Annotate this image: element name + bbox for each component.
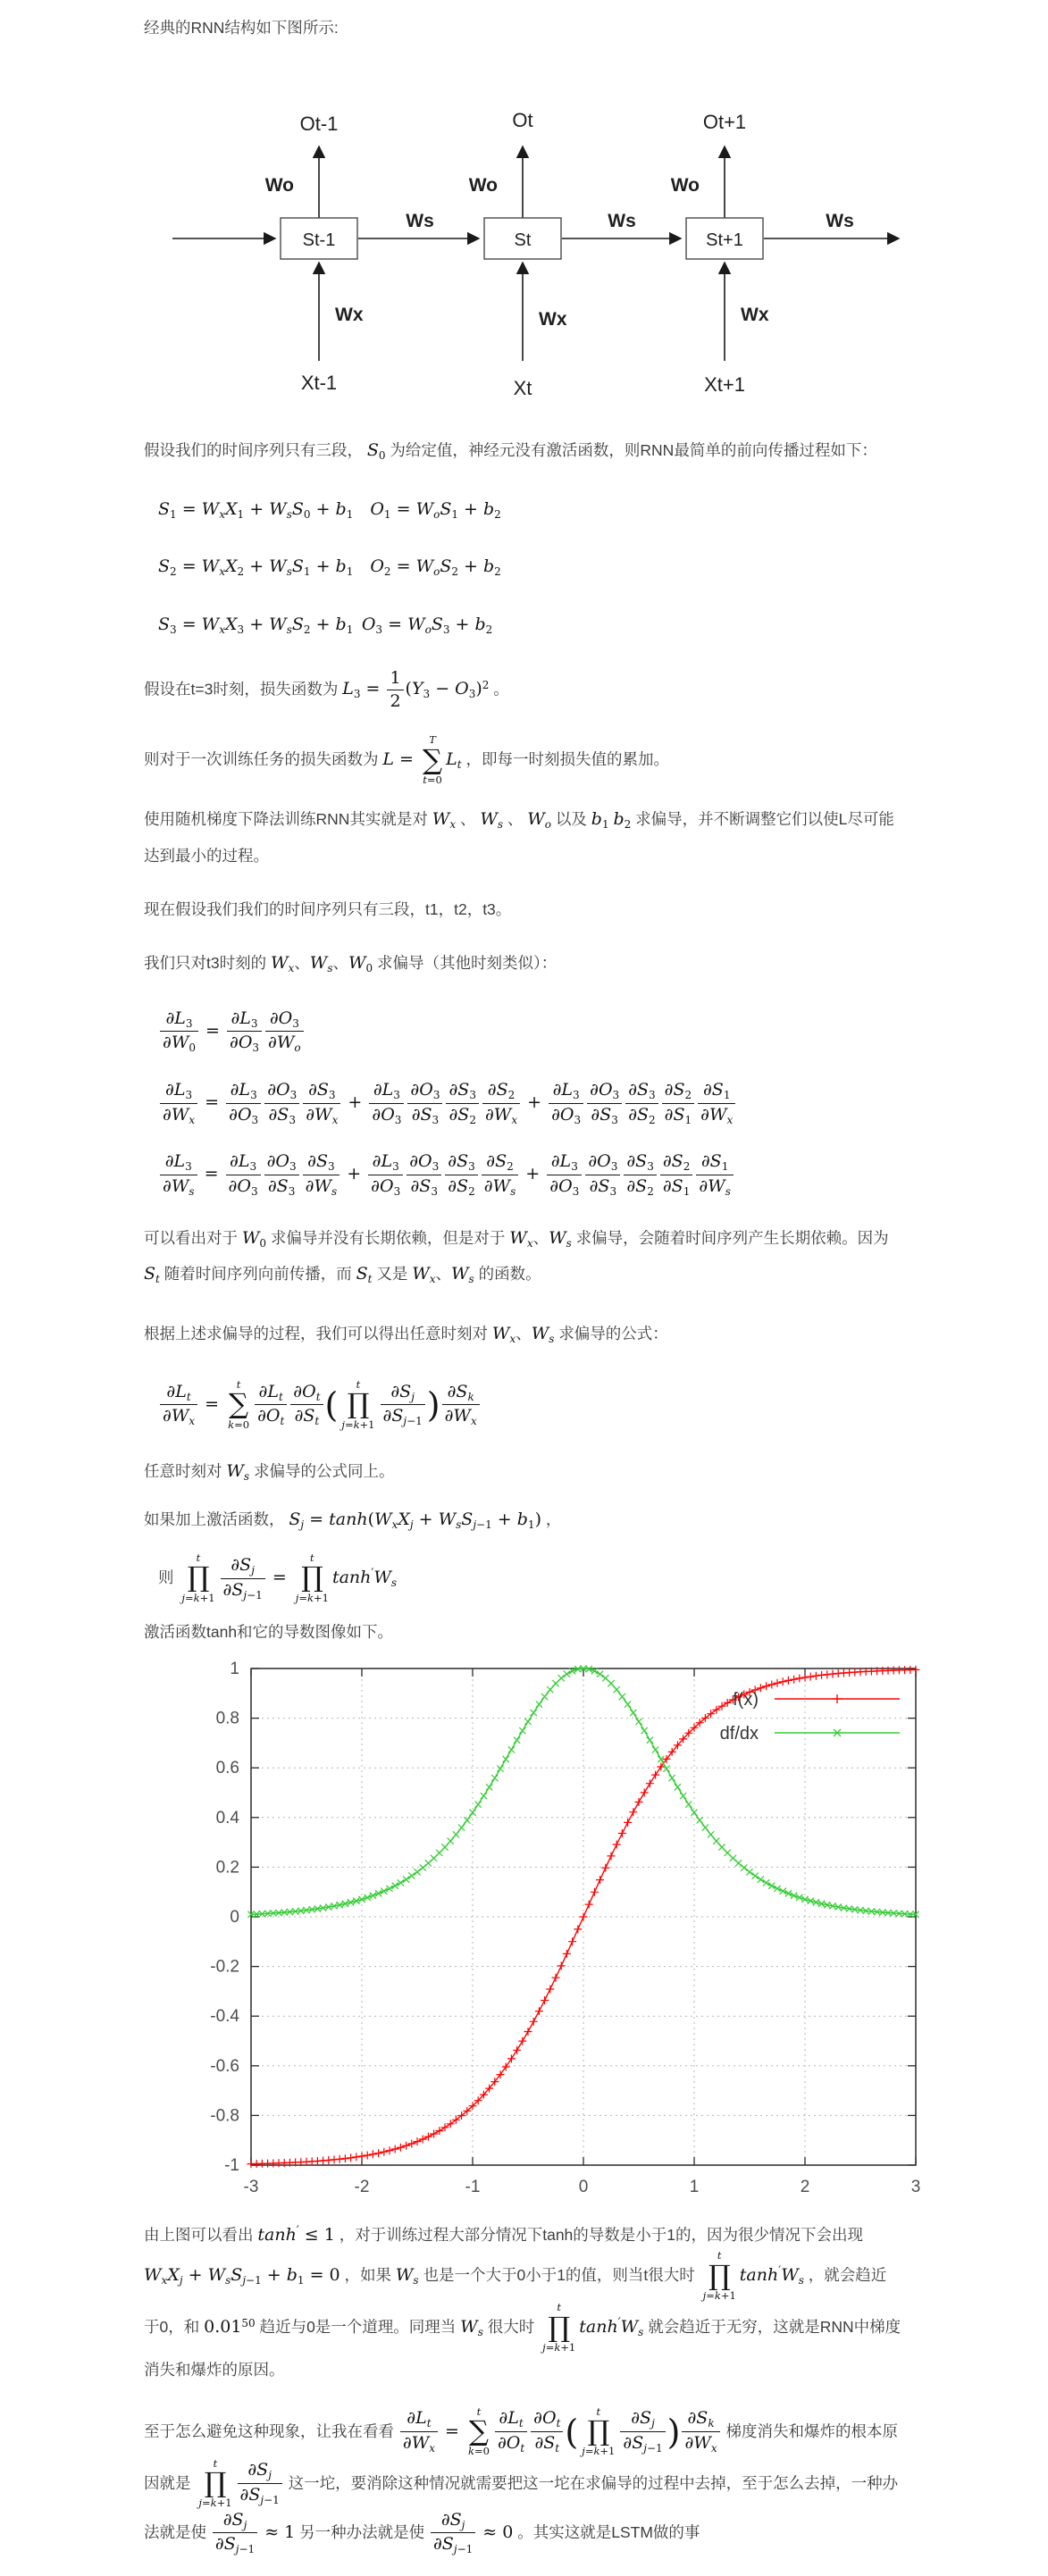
y-tick-label: 0.8: [215, 1709, 239, 1728]
inline-math: $W_s$: [395, 2265, 419, 2287]
formula-block: [144, 1379, 901, 1431]
inline-math: 0.01$^{50}$: [204, 2317, 256, 2338]
legend: [720, 1690, 900, 1744]
paragraph: [144, 734, 901, 786]
x-tick-label: 3: [910, 2178, 921, 2196]
output-label: Ot-1: [299, 113, 339, 135]
paragraph: [144, 1318, 901, 1354]
x-tick-label: 2: [800, 2178, 810, 2196]
inline-math: $W_xX_j + W_sS_{j-1} + b_1 = 0$: [144, 2265, 340, 2287]
input-label: Xt+1: [704, 373, 745, 396]
y-tick-label: 0.2: [215, 1858, 239, 1878]
text-run: 激活函数tanh和它的导数图像如下。: [144, 1623, 394, 1642]
text-run: 就会趋近于无穷，这就是RNN中梯度消失和爆炸的原因。: [144, 2318, 901, 2379]
inline-math: $b_2$: [613, 809, 632, 832]
text-run: 如果加上激活函数，: [144, 1510, 289, 1529]
text-run: 我们只对t3时刻的: [144, 953, 271, 972]
y-tick-label: 1: [230, 1660, 239, 1679]
y-tick-label: 0: [230, 1908, 239, 1928]
text-run: 、: [332, 953, 348, 972]
text-run: 根据上述求偏导的过程，我们可以得出任意时刻对: [144, 1324, 492, 1342]
inline-math: L = T ∑ t=0 $L_t$: [382, 733, 462, 787]
text-run: 由上图可以看出: [144, 2226, 258, 2245]
inline-math: tanh′ ≤ 1: [257, 2224, 335, 2246]
text-run: 这一坨，要消除这种情况就需要把这一坨在求偏导的过程中去掉，至于怎么去掉，一种办法就是使: [144, 2473, 899, 2541]
inline-math: $W_x$: [270, 952, 295, 974]
text-run: 可以看出对于: [144, 1229, 242, 1248]
inline-math: t ∏ j=k+1 $\frac{\partial S_j}{\partial S_{j-1}}$ = t ∏ j=k+1 $\tanh'W_s$: [181, 1551, 398, 1605]
inline-math: $W_x$: [509, 1228, 533, 1250]
rnn-cell-t-plus-1: [671, 111, 769, 396]
inline-math: $S_t$: [144, 1264, 160, 1286]
text-run: ，对于训练过程大部分情况下tanh的导数是小于1的，因为很少情况下会出现: [334, 2226, 864, 2245]
inline-math: $S_j = \tanh(W_xX_j + W_sS_{j-1} + b_1)$: [289, 1510, 541, 1532]
text-run: 、: [294, 953, 310, 972]
text-run: 趋近与0是一个道理。同理当: [255, 2318, 461, 2337]
rnn-diagram-figure: [134, 66, 901, 412]
formula-block: [144, 496, 901, 528]
text-run: 、: [456, 810, 481, 829]
rnn-diagram: [134, 66, 920, 407]
text-run: 则对于一次训练任务的损失函数为: [144, 750, 383, 769]
input-label: Xt-1: [300, 372, 338, 394]
inline-math: $W_s$: [480, 809, 504, 832]
article-body: [144, 13, 921, 2556]
paragraph: [144, 948, 901, 983]
inline-math: $S_2 = W_xX_2 + W_sS_1 + b_1$ $O_2 = W_oS_2 + b_2$: [158, 556, 501, 579]
y-tick-label: -0.6: [210, 2057, 239, 2077]
state-label: St: [514, 230, 532, 250]
wx-label: Wx: [539, 309, 567, 330]
inline-math: $\frac{\partial L_3}{\partial W_s}$ = $\frac{\partial L_3}{\partial O_3}$ $\frac{\partial O_3}{\partial S_3}$ $\frac{\partial S_3}{\partial W_s}$ + $\frac{\partial L_3}{\partial O_3}$ $\frac{\partial O_3}{\partial S_3}$ $\frac{\partial S_3}{\partial S_2}$ $\frac{\partial S_2}{\partial W_s}$ + $\frac{\partial L_3}{\partial O_3}$ $\frac{\partial O_3}{\partial S_3}$ $\frac{\partial S_3}{\partial S_2}$ $\frac{\partial S_2}{\partial S_1}$ $\frac{\partial S_1}{\partial W_s}$: [158, 1164, 735, 1183]
inline-math: $W_x$: [412, 1264, 436, 1286]
text-run: 以及: [551, 810, 591, 829]
inline-math: $W_x$: [491, 1323, 516, 1345]
paragraph: [144, 1223, 901, 1294]
text-run: 任意时刻对: [144, 1461, 227, 1480]
inline-math: $W_o$: [527, 809, 552, 832]
text-run: 的函数。: [474, 1265, 541, 1284]
formula-block: [144, 1080, 901, 1126]
paragraph: [144, 1504, 901, 1540]
inline-math: $W_s$: [549, 1228, 572, 1250]
wx-label: Wx: [741, 305, 769, 325]
text-run: 、: [516, 1324, 532, 1342]
ws-label-3: Ws: [826, 211, 854, 231]
paragraph: [144, 668, 901, 712]
inline-math: $S_0$: [366, 440, 386, 463]
text-run: 梯度消失和爆炸的根本原因就是: [144, 2421, 898, 2492]
text-run: 经典的RNN结构如下图所示:: [144, 19, 339, 37]
text-run: 。: [489, 680, 509, 698]
y-tick-label: -0.8: [210, 2106, 239, 2126]
x-tick-label: -2: [354, 2178, 370, 2196]
paragraph: [144, 894, 901, 924]
inline-math: $L_3$ = $\frac{1}{2}$ $(Y_3 - O_3)^2$: [342, 667, 490, 711]
text-run: 。其实这就是LSTM做的事: [513, 2522, 700, 2541]
x-tick-label: 0: [578, 2178, 589, 2196]
formula-block: [144, 1552, 901, 1604]
text-run: 求偏导并没有长期依赖，但是对于: [266, 1229, 510, 1248]
inline-math: $W_s$: [451, 1264, 474, 1286]
state-label: St+1: [706, 230, 743, 250]
series-markers: [247, 1666, 918, 1918]
inline-math: $W_s$: [309, 952, 333, 974]
inline-math: $S_3 = W_xX_3 + W_sS_2 + b_1$ $O_3 = W_oS_3 + b_2$: [158, 614, 493, 636]
wo-label: Wo: [670, 175, 700, 196]
text-run: 另一种办法就是使: [295, 2522, 429, 2541]
rnn-cell-t: [469, 109, 567, 399]
inline-math: t ∏ j=k+1 $\tanh'W_s$: [542, 2301, 644, 2354]
legend-label: f(x): [733, 1690, 759, 1710]
ws-label-1: Ws: [406, 211, 434, 231]
series-dfdx: [247, 1666, 918, 1918]
inline-math: $S_t$: [356, 1264, 373, 1286]
inline-math: t ∏ j=k+1 $\frac{\partial S_j}{\partial S_{j-1}}$: [195, 2473, 283, 2493]
text-run: 、: [532, 1229, 549, 1248]
y-tick-label: -1: [224, 2156, 239, 2176]
formula-block: [144, 1151, 901, 1198]
text-run: 至于怎么避免这种现象，让我在看看: [144, 2421, 398, 2440]
text-run: 很大时: [482, 2318, 540, 2337]
x-tick-label: 1: [689, 2178, 700, 2196]
inline-math: $\frac{\partial S_j}{\partial S_{j-1}}$ ≈ 1: [211, 2522, 295, 2542]
inline-math: $\frac{\partial S_j}{\partial S_{j-1}}$ ≈ 0: [429, 2522, 513, 2542]
text-run: 、: [435, 1265, 451, 1284]
text-run: 随着时间序列向前传播，而: [159, 1265, 356, 1284]
x-tick-label: -1: [465, 2178, 481, 2196]
inline-math: $S_1 = W_xX_1 + W_sS_0 + b_1$ $O_1 = W_oS_1 + b_2$: [158, 499, 501, 522]
inline-math: $\frac{\partial L_3}{\partial W_0}$ = $\frac{\partial L_3}{\partial O_3}$ $\frac{\partial O_3}{\partial W_o}$: [158, 1021, 306, 1041]
inline-math: $\frac{\partial L_3}{\partial W_x}$ = $\frac{\partial L_3}{\partial O_3}$ $\frac{\partial O_3}{\partial S_3}$ $\frac{\partial S_3}{\partial W_x}$ + $\frac{\partial L_3}{\partial O_3}$ $\frac{\partial O_3}{\partial S_3}$ $\frac{\partial S_3}{\partial S_2}$ $\frac{\partial S_2}{\partial W_x}$ + $\frac{\partial L_3}{\partial O_3}$ $\frac{\partial O_3}{\partial S_3}$ $\frac{\partial S_3}{\partial S_2}$ $\frac{\partial S_2}{\partial S_1}$ $\frac{\partial S_1}{\partial W_x}$: [158, 1092, 737, 1112]
paragraph: [144, 1617, 901, 1647]
inline-math: $\frac{\partial L_t}{\partial W_x}$ = t ∑ k=0 $\frac{\partial L_t}{\partial O_t}$ $\frac{\partial O_t}{\partial S_t}$ ( t ∏ j=k+1 $\frac{\partial S_j}{\partial S_{j-1}}$ ) $\frac{\partial S_k}{\partial W_x}$: [158, 1394, 482, 1414]
paragraph: [144, 435, 901, 471]
inline-math: $W_s$: [460, 2317, 483, 2339]
text-run: 求偏导，并不断调整它们以使L尽可能达到最小的过程。: [144, 810, 894, 865]
y-tick-label: -0.4: [210, 2007, 239, 2027]
legend-label: df/dx: [719, 1724, 759, 1744]
text-run: ，: [541, 1510, 562, 1529]
inline-math: $\frac{\partial L_t}{\partial W_x}$ = t ∑ k=0 $\frac{\partial L_t}{\partial O_t}$ $\frac{\partial O_t}{\partial S_t}$ ( t ∏ j=k+1 $\frac{\partial S_j}{\partial S_{j-1}}$ ) $\frac{\partial S_k}{\partial W_x}$: [398, 2421, 722, 2441]
inline-math: $W_0$: [348, 952, 373, 974]
inline-math: $W_s$: [226, 1460, 250, 1484]
formula-block: [144, 611, 901, 643]
text-run: 求偏导，会随着时间序列产生长期依赖。因为: [571, 1229, 889, 1248]
text-run: 为给定值，神经元没有激活函数，则RNN最简单的前向传播过程如下：: [385, 441, 877, 459]
y-tick-label: -0.2: [210, 1957, 239, 1977]
inline-math: $W_s$: [531, 1323, 555, 1345]
text-run: 又是: [372, 1265, 413, 1284]
formula-block: [144, 553, 901, 585]
output-label: Ot: [512, 109, 533, 131]
formula-block: [144, 1008, 901, 1055]
inline-math: $b_1$: [591, 809, 609, 832]
paragraph: [144, 2406, 901, 2556]
paragraph: [144, 1456, 901, 1492]
paragraph: [144, 804, 901, 870]
wx-label: Wx: [335, 305, 364, 325]
text-run: ，就会趋近于0，和: [144, 2266, 887, 2337]
text-run: 求偏导的公式同上。: [249, 1461, 395, 1480]
text-run: 也是一个大于0小于1的值，则当t很大时: [418, 2266, 700, 2285]
x-tick-label: -3: [243, 2178, 259, 2196]
y-tick-label: 0.6: [215, 1759, 239, 1778]
inline-math: t ∏ j=k+1 $\tanh'W_s$: [702, 2249, 804, 2303]
text-run: 假设我们的时间序列只有三段，: [144, 441, 367, 459]
text-run: 假设在t=3时刻，损失函数为: [144, 680, 343, 698]
text-run: 、: [503, 810, 528, 829]
text-run: 则: [158, 1568, 179, 1587]
ws-label-2: Ws: [608, 211, 636, 231]
tanh-chart-figure: [144, 1660, 921, 2200]
wo-label: Wo: [468, 175, 498, 196]
output-label: Ot+1: [702, 111, 747, 133]
text-run: ，如果: [340, 2266, 396, 2285]
input-label: Xt: [513, 377, 532, 399]
paragraph: [144, 2216, 901, 2384]
text-run: 求偏导的公式：: [554, 1324, 668, 1342]
wo-label: Wo: [264, 175, 294, 196]
text-run: ，即每一时刻损失值的累加。: [461, 750, 669, 769]
text-run: 使用随机梯度下降法训练RNN其实就是对: [144, 810, 432, 829]
legend-marker: [833, 1694, 842, 1703]
rnn-cell-t-1: [265, 113, 364, 394]
inline-math: $W_0$: [241, 1228, 267, 1250]
state-label: St-1: [302, 230, 336, 250]
y-tick-label: 0.4: [215, 1809, 239, 1828]
tanh-derivative-chart: [144, 1660, 948, 2195]
paragraph: [144, 13, 901, 43]
text-run: 求偏导（其他时刻类似）：: [373, 953, 558, 972]
text-run: 现在假设我们我们的时间序列只有三段，t1，t2，t3。: [144, 899, 512, 918]
inline-math: $W_x$: [432, 809, 457, 832]
